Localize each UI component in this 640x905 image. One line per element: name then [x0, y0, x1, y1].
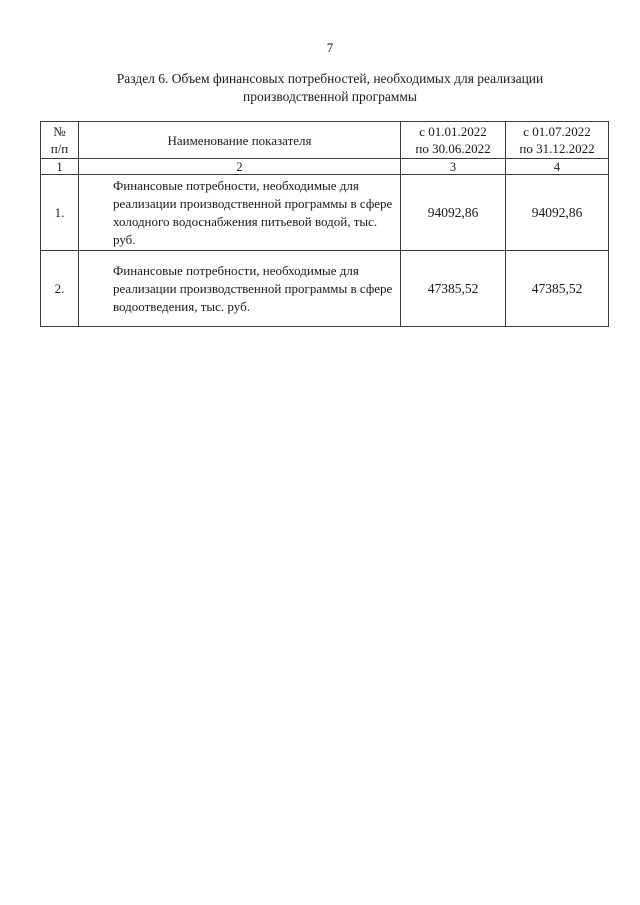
- index-cell: 1: [41, 159, 79, 175]
- row-indicator-text: Финансовые потребности, необходимые для реализации производственной программы в сфере водоотведения, тыс. руб.: [113, 262, 393, 314]
- header-period-1-end: по 30.06.2022: [415, 141, 491, 156]
- header-number-abbr: п/п: [50, 141, 69, 156]
- table-row: [41, 175, 609, 251]
- header-period-2-start: с 01.07.2022: [523, 124, 591, 139]
- row-value-period-2: 47385,52: [506, 251, 609, 327]
- header-indicator-name: Наименование показателя: [79, 122, 401, 159]
- header-number-symbol: №: [53, 124, 66, 139]
- header-period-1-start: с 01.01.2022: [419, 124, 487, 139]
- header-number: [41, 122, 79, 159]
- table-row: [41, 251, 609, 327]
- header-period-2: [506, 122, 609, 159]
- section-title-line1: Раздел 6. Объем финансовых потребностей, необходимых для реализации: [116, 71, 544, 86]
- financial-needs-table: [40, 121, 609, 327]
- row-value-period-1: 47385,52: [401, 251, 506, 327]
- row-number: 2.: [41, 251, 79, 327]
- section-title: [40, 70, 620, 106]
- index-cell: 3: [401, 159, 506, 175]
- page-number: 7: [326, 40, 334, 55]
- row-indicator-name: [79, 251, 401, 327]
- header-period-2-end: по 31.12.2022: [519, 141, 595, 156]
- header-period-1: [401, 122, 506, 159]
- table-index-row: [41, 159, 609, 175]
- section-title-line2: производственной программы: [243, 89, 417, 104]
- row-number: 1.: [41, 175, 79, 251]
- table-header-row: [41, 122, 609, 159]
- row-indicator-name: [79, 175, 401, 251]
- row-indicator-text: Финансовые потребности, необходимые для реализации производственной программы в сфере холодного водоснабжения питьевой водой, тыс. руб.: [113, 177, 393, 247]
- row-value-period-2: 94092,86: [506, 175, 609, 251]
- index-cell: 2: [79, 159, 401, 175]
- index-cell: 4: [506, 159, 609, 175]
- row-value-period-1: 94092,86: [401, 175, 506, 251]
